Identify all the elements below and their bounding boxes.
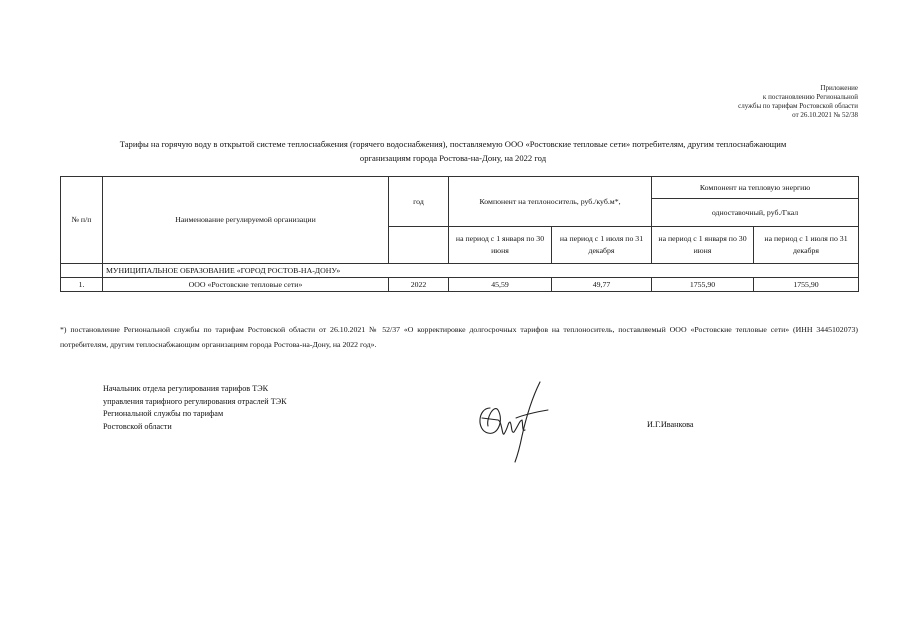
signatory-name: И.Г.Иванкова (647, 420, 694, 429)
appendix-line: службы по тарифам Ростовской области (738, 102, 858, 110)
cell-carrier-h2: 49,77 (552, 278, 652, 292)
position-line: управления тарифного регулирования отраслей ТЭК (103, 396, 287, 406)
header-single-rate: одноставочный, руб./Гкал (652, 199, 859, 227)
footnote: *) постановление Региональной службы по тарифам Ростовской области от 26.10.2021 № 52/37 «О корректировке долгосрочных тарифов на теплоноситель, поставляемый ООО «Ростовские тепловые сети» (ИНН 3445102073) потребителям, другим теплоснабжающим организациям города Ростова-на-Дону, на 2022 год». (60, 325, 858, 349)
handwritten-signature (468, 378, 558, 464)
header-heat-carrier: Компонент на теплоноситель, руб./куб.м*, (449, 177, 652, 227)
position-line: Начальник отдела регулирования тарифов ТЭК (103, 384, 269, 393)
position-line: Ростовской области (103, 421, 172, 431)
cell-num: 1. (61, 278, 103, 292)
title-line-2: организациям города Ростова-на-Дону, на 2022 год (359, 153, 547, 163)
cell-carrier-h1: 45,59 (449, 278, 552, 292)
header-org-name: Наименование регулируемой организации (103, 177, 389, 264)
header-year-blank (389, 227, 449, 264)
appendix-line: Приложение (820, 84, 858, 92)
document-title (58, 137, 848, 165)
appendix-header (738, 84, 858, 120)
municipality-name: МУНИЦИПАЛЬНОЕ ОБРАЗОВАНИЕ «ГОРОД РОСТОВ-НА-ДОНУ» (103, 264, 859, 278)
municipality-row (61, 264, 859, 278)
appendix-line: к постановлению Региональной (762, 93, 858, 101)
signatory-position (103, 383, 287, 433)
header-period-3: на период с 1 января по 30 июня (652, 227, 754, 264)
position-line: Региональной службы по тарифам (103, 409, 224, 418)
header-year: год (389, 177, 449, 227)
header-heat-energy: Компонент на тепловую энергию (652, 177, 859, 199)
table-row (61, 278, 859, 292)
header-period-4: на период с 1 июля по 31 декабря (754, 227, 859, 264)
cell-org: ООО «Ростовские тепловые сети» (103, 278, 389, 292)
cell-energy-h2: 1755,90 (754, 278, 859, 292)
header-period-2: на период с 1 июля по 31 декабря (552, 227, 652, 264)
header-num: № п/п (61, 177, 103, 264)
tariff-table (60, 176, 859, 292)
municipality-num-blank (61, 264, 103, 278)
cell-energy-h1: 1755,90 (652, 278, 754, 292)
cell-year: 2022 (389, 278, 449, 292)
title-line-1: Тарифы на горячую воду в открытой системе теплоснабжения (горячего водоснабжения), поставляемую ООО «Ростовские тепловые сети» потребителям, другим теплоснабжающим (119, 139, 787, 149)
header-period-1: на период с 1 января по 30 июня (449, 227, 552, 264)
appendix-line: от 26.10.2021 № 52/38 (792, 111, 858, 119)
